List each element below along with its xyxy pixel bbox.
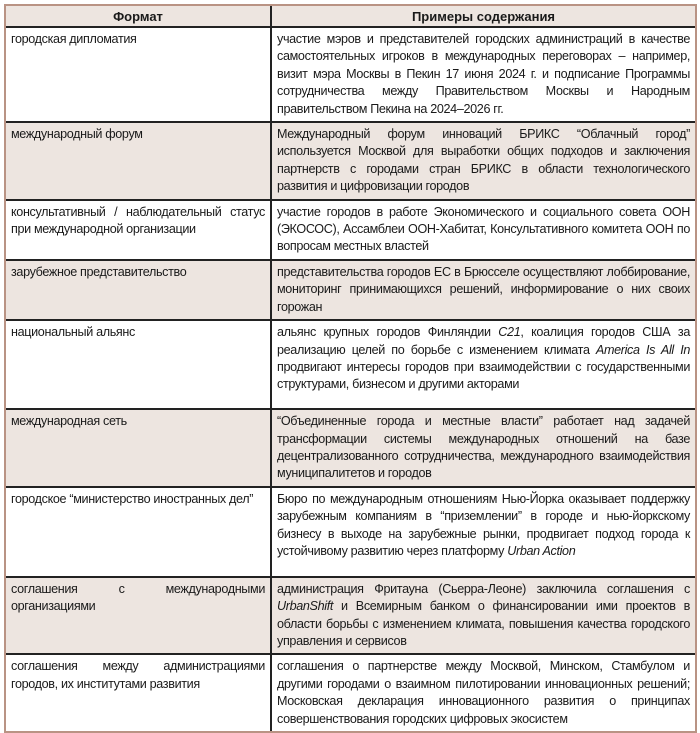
format-cell: консультативный / наблюдательный статус при международной организации xyxy=(6,200,271,260)
content-formats-table xyxy=(6,6,695,731)
format-cell: международная сеть xyxy=(6,409,271,487)
example-cell xyxy=(271,200,695,260)
table-row xyxy=(6,577,695,655)
example-text: и Всемирным банком о финансировании ими проектов в области борьбы с изменением климата, повышения качества городского управления и сервисов xyxy=(277,599,690,648)
example-text: участие мэров и представителей городских администраций в качестве самостоятельных игроков в международных переговорах – например, визит мэра Москвы в Пекин 17 июня 2024 г. и подписание Программы сотрудничества между Правительством Москвы и Народным правительством Пекина на 2024–2026 гг. xyxy=(277,32,690,116)
example-cell xyxy=(271,654,695,731)
format-cell: городская дипломатия xyxy=(6,27,271,122)
example-text: Бюро по международным отношениям Нью-Йорка оказывает поддержку зарубежным компаниям в “приземлении” в городе и нью-йоркскому бизнесу в выходе на зарубежные рынки, продвигает подход города к устойчивому развитию через платформу xyxy=(277,491,690,558)
example-text: представительства городов ЕС в Брюсселе осуществляют лоббирование, мониторинг принимающихся решений, информирование о них своих горожан xyxy=(277,264,690,314)
example-cell xyxy=(271,27,695,122)
content-formats-table-frame xyxy=(4,4,697,733)
example-cell xyxy=(271,487,695,577)
italic-term: Urban Action xyxy=(507,543,576,558)
format-cell: зарубежное представительство xyxy=(6,260,271,320)
example-cell xyxy=(271,577,695,655)
table-row xyxy=(6,654,695,731)
format-cell: городское “министерство иностранных дел” xyxy=(6,487,271,577)
example-text: Международный форум инноваций БРИКС “Облачный город” используется Москвой для выработки общих подходов и заключения партнерств с городами стран БРИКС в области технологического развития и цифровизации городов xyxy=(277,127,690,194)
table-row xyxy=(6,320,695,409)
table-row xyxy=(6,487,695,577)
format-cell: национальный альянс xyxy=(6,320,271,409)
italic-term: C21 xyxy=(498,325,521,340)
example-text: “Объединенные города и местные власти” работает над задачей трансформации системы международных отношений на базе децентрализованного сотрудничества, международного взаимодействия муниципалитетов и городов xyxy=(277,414,690,481)
example-text: , коалиция городов США за реализацию целей по борьбе с изменением климата xyxy=(277,325,690,357)
table-row xyxy=(6,122,695,200)
table-row xyxy=(6,200,695,260)
format-cell: соглашения с международными организациями xyxy=(6,577,271,655)
example-text: участие городов в работе Экономического и социального совета ООН (ЭКОСОС), Ассамблеи ООН-Хабитат, Консультативного комитета ООН по вопросам местных властей xyxy=(277,204,690,254)
example-cell xyxy=(271,122,695,200)
example-text: продвигают интересы городов при взаимодействии с государственными структурами, бизнесом и другими акторами xyxy=(277,359,690,392)
example-text: альянс крупных городов Финляндии xyxy=(277,325,499,340)
example-cell xyxy=(271,320,695,409)
example-text: администрация Фритауна (Сьерра-Леоне) заключила соглашения с xyxy=(277,581,690,596)
example-cell xyxy=(271,409,695,487)
table-row xyxy=(6,260,695,320)
italic-term: America Is All In xyxy=(595,342,690,357)
table-row xyxy=(6,409,695,487)
italic-term: UrbanShift xyxy=(277,599,334,614)
table-row xyxy=(6,27,695,122)
example-cell xyxy=(271,260,695,320)
example-text: соглашения о партнерстве между Москвой, Минском, Стамбулом и другими городами о взаимном пилотировании инновационных решений; Московская декларация инновационного развития о принципах совершенствования городских цифровых экосистем xyxy=(277,659,690,726)
header-examples: Примеры содержания xyxy=(271,6,695,27)
header-format: Формат xyxy=(6,6,271,27)
format-cell: соглашения между администрациями городов, их институтами развития xyxy=(11,659,265,691)
header-row xyxy=(6,6,695,27)
format-cell: международный форум xyxy=(6,122,271,200)
